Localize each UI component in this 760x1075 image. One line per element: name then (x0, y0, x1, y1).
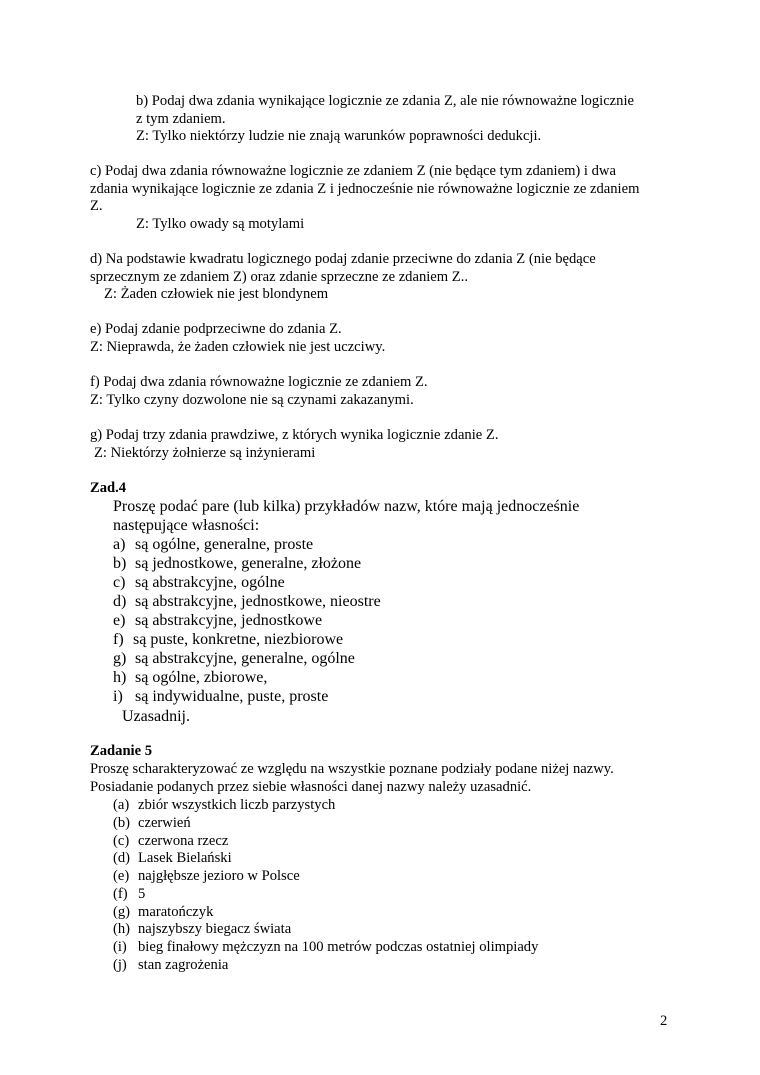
zad5-item (113, 832, 228, 850)
task-d-z: Z: Żaden człowiek nie jest blondynem (104, 286, 329, 302)
zad5-item-label: (f) (113, 886, 128, 902)
zad4-item-label: f) (113, 631, 124, 648)
zad5-item-text: najszybszy biegacz świata (138, 921, 292, 937)
zad5-intro-line-1: Proszę scharakteryzować ze względu na wszystkie poznane podziały podane niżej nazwy. (90, 761, 614, 777)
zad5-item-text: 5 (138, 886, 146, 902)
zad4-item-text: są abstrakcyjne, jednostkowe (135, 612, 323, 629)
zad4-heading: Zad.4 (90, 480, 127, 496)
zad4-item-text: są puste, konkretne, niezbiorowe (133, 631, 344, 648)
zad4-item-label: e) (113, 612, 126, 629)
task-c-line-3: Z. (90, 198, 103, 214)
zad5-item-text: zbiór wszystkich liczb parzystych (138, 797, 336, 813)
task-d-line-2: sprzecznym ze zdaniem Z) oraz zdanie sprzeczne ze zdaniem Z.. (90, 269, 468, 285)
zad5-item (113, 849, 232, 867)
zad4-item-label: d) (113, 593, 127, 610)
zad4-item-label: g) (113, 650, 127, 667)
zad5-item-label: (i) (113, 939, 127, 955)
zad4-item (113, 535, 313, 554)
zad4-intro-line-1: Proszę podać pare (lub kilka) przykładów nazw, które mają jednocześnie (113, 498, 580, 515)
zad4-item-label: i) (113, 688, 123, 705)
zad5-item (113, 920, 291, 938)
task-g-line-1: g) Podaj trzy zdania prawdziwe, z których wynika logicznie zdanie Z. (90, 427, 499, 443)
zad5-item (113, 796, 335, 814)
zad5-item-label: (a) (113, 797, 130, 813)
task-e-z: Z: Nieprawda, że żaden człowiek nie jest uczciwy. (90, 339, 386, 355)
zad5-item (113, 903, 213, 921)
zad4-item-text: są ogólne, zbiorowe, (135, 669, 268, 686)
task-c-line-2: zdania wynikające logicznie ze zdania Z i jednocześnie nie równoważne logicznie ze zdaniem (90, 181, 640, 197)
zad5-item-label: (b) (113, 815, 131, 831)
zad4-item-text: są abstrakcyjne, generalne, ogólne (135, 650, 355, 667)
zad5-item (113, 885, 145, 903)
zad4-item (113, 611, 322, 630)
zad5-item-text: najgłębsze jezioro w Polsce (138, 868, 300, 884)
zad5-item-label: (c) (113, 833, 130, 849)
zad4-item-text: są jednostkowe, generalne, złożone (135, 555, 362, 572)
zad5-item (113, 814, 191, 832)
task-g-z: Z: Niektórzy żołnierze są inżynierami (94, 445, 316, 461)
zad4-item (113, 649, 355, 668)
zad5-heading: Zadanie 5 (90, 743, 153, 759)
zad5-item-label: (h) (113, 921, 131, 937)
zad5-item-text: czerwona rzecz (138, 833, 229, 849)
zad5-item-text: stan zagrożenia (138, 957, 229, 973)
zad4-intro-line-2: następujące własności: (113, 517, 260, 534)
task-f-line-1: f) Podaj dwa zdania równoważne logicznie ze zdaniem Z. (90, 374, 428, 390)
zad5-item (113, 867, 300, 885)
zad5-item (113, 938, 538, 956)
task-b-line-2: z tym zdaniem. (136, 111, 226, 127)
zad4-item (113, 592, 381, 611)
zad4-item (113, 554, 361, 573)
zad5-item-label: (d) (113, 850, 131, 866)
task-b-z: Z: Tylko niektórzy ludzie nie znają warunków poprawności dedukcji. (136, 128, 542, 144)
task-d-line-1: d) Na podstawie kwadratu logicznego podaj zdanie przeciwne do zdania Z (nie będące (90, 251, 596, 267)
zad4-item-label: a) (113, 536, 126, 553)
task-e-line-1: e) Podaj zdanie podprzeciwne do zdania Z. (90, 321, 342, 337)
task-f-z: Z: Tylko czyny dozwolone nie są czynami zakazanymi. (90, 392, 414, 408)
zad5-item (113, 956, 228, 974)
page-number: 2 (660, 1013, 668, 1029)
zad4-item (113, 668, 267, 687)
zad4-item (113, 687, 328, 706)
zad4-item-text: są abstrakcyjne, jednostkowe, nieostre (135, 593, 381, 610)
task-b-line-1: b) Podaj dwa zdania wynikające logicznie ze zdania Z, ale nie równoważne logicznie (136, 93, 634, 109)
zad5-item-text: czerwień (138, 815, 191, 831)
zad4-item-text: są abstrakcyjne, ogólne (135, 574, 285, 591)
zad5-intro-line-2: Posiadanie podanych przez siebie własności danej nazwy należy uzasadnić. (90, 779, 532, 795)
zad5-item-label: (e) (113, 868, 130, 884)
task-c-z: Z: Tylko owady są motylami (136, 216, 305, 232)
zad5-item-text: Lasek Bielański (138, 850, 232, 866)
zad4-closing: Uzasadnij. (122, 708, 190, 725)
zad4-item (113, 630, 343, 649)
zad5-item-text: bieg finałowy mężczyzn na 100 metrów podczas ostatniej olimpiady (138, 939, 539, 955)
zad5-item-label: (j) (113, 957, 127, 973)
zad5-item-text: maratończyk (138, 904, 214, 920)
zad5-item-label: (g) (113, 904, 131, 920)
zad4-item-text: są indywidualne, puste, proste (135, 688, 329, 705)
zad4-item-text: są ogólne, generalne, proste (135, 536, 314, 553)
zad4-item (113, 573, 285, 592)
zad4-item-label: c) (113, 574, 126, 591)
task-c-line-1: c) Podaj dwa zdania równoważne logicznie ze zdaniem Z (nie będące tym zdaniem) i dwa (90, 163, 616, 179)
zad4-item-label: b) (113, 555, 127, 572)
zad4-item-label: h) (113, 669, 127, 686)
